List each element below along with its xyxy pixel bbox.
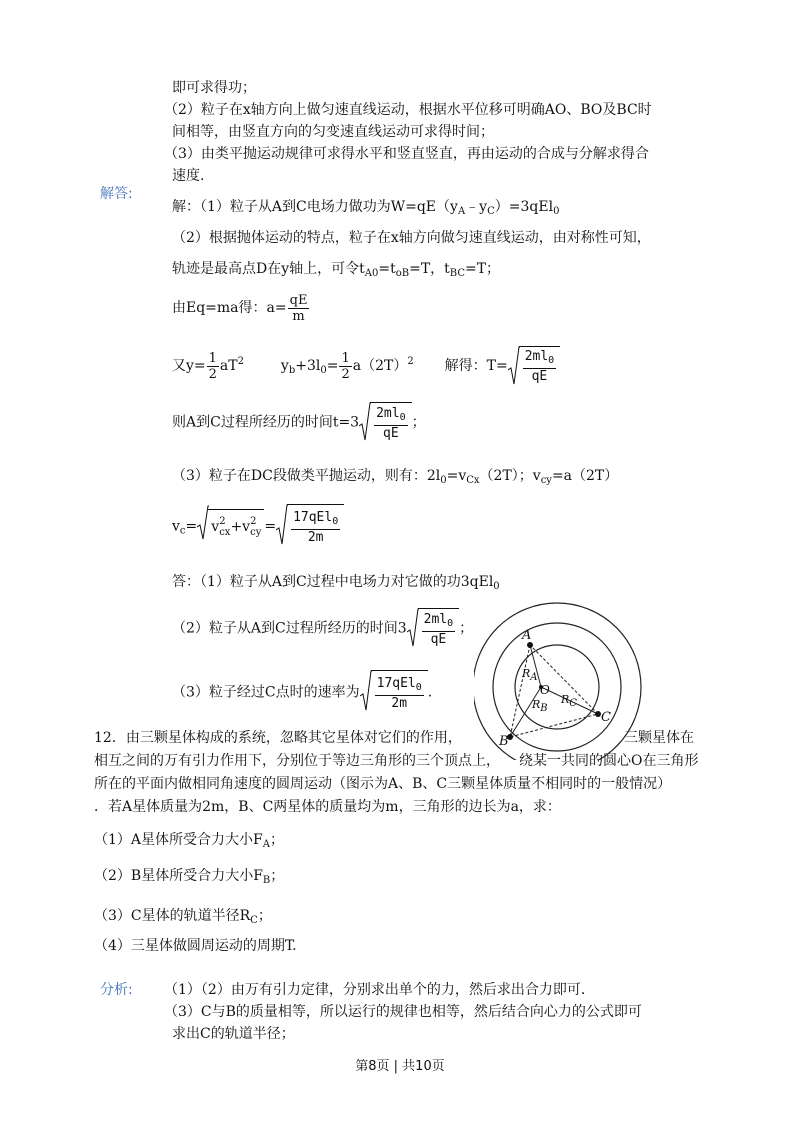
label-RC: [561, 690, 577, 714]
answer-conclusion-2-pre: （2）粒子从A到C过程所经历的时间3: [172, 620, 407, 637]
answer-conclusion-3: [172, 670, 432, 715]
sup-2: 2: [219, 515, 226, 527]
sub-C: C: [250, 915, 258, 926]
sub-cy: cy: [540, 475, 552, 486]
sub-A: A: [262, 839, 270, 850]
sub-0: 0: [447, 617, 454, 629]
answer-line-5-solve: 解得：T=: [444, 358, 508, 374]
answer-label: 解答:: [100, 186, 133, 202]
analysis-prev-line-2: （2）粒子在x轴方向上做匀速直线运动，根据水平位移可明确AO、BO及BC时: [164, 102, 652, 118]
sqrt-plus: +: [230, 518, 243, 535]
sqrt-fraction: [291, 510, 340, 545]
question-3-post: ；: [257, 908, 272, 924]
fraction-one-half: [207, 351, 219, 382]
question-1-post: ；: [269, 832, 284, 848]
fraction-denominator: 2: [208, 366, 217, 382]
sqrt-fraction: [375, 676, 424, 711]
answer-line-3-pre: 轨迹是最高点D在y轴上，可令t: [172, 261, 365, 277]
label-R: R: [532, 698, 541, 711]
answer-line-1-post: ）=3qEl: [494, 199, 554, 215]
answer-conclusion-3-post: .: [427, 684, 433, 701]
question-1-text: （1）A星体所受合力大小F: [94, 832, 263, 848]
problem-line-2b: 绕某一共同的圆心O在三角形: [519, 753, 699, 769]
answer-line-7-pre: （3）粒子在DC段做类平抛运动，则有：2l: [172, 468, 441, 484]
sub-A: A: [457, 206, 466, 217]
sqrt-denominator: qE: [531, 369, 548, 384]
sup-2: 2: [237, 356, 244, 367]
fraction-denominator: m: [292, 308, 305, 324]
answer-line-5-pre: 又y=: [172, 358, 206, 374]
answer-line-4-pre: 由Eq=ma得：a=: [172, 300, 287, 316]
sqrt-denominator: 2m: [307, 529, 324, 545]
sqrt-fraction: [374, 406, 408, 441]
sqrt-2ml0-over-qE: [359, 402, 412, 443]
label-R: R: [522, 667, 531, 680]
answer-line-4: [172, 292, 310, 324]
label-RB: [532, 695, 548, 719]
sub-BC: BC: [449, 268, 465, 279]
sub-cx: cx: [219, 526, 231, 538]
sub-0: 0: [399, 411, 406, 423]
radical-sign-icon: [508, 346, 520, 386]
answer-line-1-mid: ﹣y: [465, 199, 488, 215]
radical-sign-icon: [359, 402, 371, 442]
radical-sign-icon: [360, 670, 372, 712]
sqrt-denominator: qE: [383, 425, 399, 441]
answer-line-6: [172, 402, 426, 443]
sqrt-numerator: 17qEl: [376, 675, 416, 691]
fraction-numerator: 1: [341, 350, 350, 366]
sub-C: C: [569, 698, 577, 709]
answer-line-2: （2）根据抛体运动的特点，粒子在x轴方向做匀速直线运动，由对称性可知，: [172, 230, 651, 246]
label-B: B: [499, 734, 509, 749]
answer-conclusion-2-post: ；: [459, 620, 474, 637]
sqrt-numerator: 2ml: [376, 405, 400, 421]
answer-line-6-pre: 则A到C过程所经历的时间t=3: [172, 414, 360, 431]
sqrt-vcx2-plus-vcy2: [197, 505, 264, 549]
answer-line-3-m3: =T；: [464, 261, 501, 277]
sqrt-numerator: 2ml: [423, 611, 448, 627]
problem-line-4: ．若A星体质量为2m，B、C两星体的质量均为m，三角形的边长为a，求：: [94, 799, 561, 815]
answer-line-8-v: v: [172, 518, 180, 535]
answer-line-3-m1: =t: [378, 261, 396, 277]
question-3-text: （3）C星体的轨道半径R: [94, 908, 251, 924]
question-1: [94, 830, 284, 855]
analysis-prev-line-4: （3）由类平抛运动规律可求得水平和竖直竖直，再由运动的合成与分解求得合: [164, 146, 649, 162]
problem-line-1b: 三颗星体在: [624, 730, 694, 746]
sub-B: B: [262, 875, 271, 886]
sqrt-denominator: qE: [430, 631, 447, 647]
problem-line-2a: 相互之间的万有引力作用下，分别位于等边三角形的三个顶点上，: [94, 753, 500, 769]
middle-orbit-circle: [493, 623, 621, 751]
problem-line-3: 所在的平面内做相同角速度的圆周运动（图示为A、B、C三颗星体质量不相同时的一般情况）: [94, 776, 672, 792]
question-3: [94, 906, 272, 931]
sqrt-2ml0-over-qE: [407, 608, 460, 649]
analysis-label: 分析:: [100, 982, 133, 998]
answer-line-7-m3: =a（2T）: [551, 468, 619, 484]
answer-line-8-eq: =: [185, 518, 198, 535]
label-RA: [522, 664, 538, 688]
analysis-line-3: 求出C的轨道半径；: [172, 1026, 295, 1042]
answer-line-5-eq: =: [326, 358, 339, 374]
label-C: C: [601, 710, 611, 725]
page-footer: 第8页 | 共10页: [355, 1059, 445, 1074]
analysis-prev-line-3: 间相等，由竖直方向的匀变速直线运动可求得时间；: [172, 124, 494, 140]
sub-c: c: [179, 525, 186, 537]
answer-conclusion-1: [172, 572, 500, 597]
sqrt-17qEl0-over-2m: [360, 670, 428, 715]
sub-0: 0: [440, 475, 447, 486]
sqrt-17qEl0-over-2m: [276, 504, 344, 549]
sqrt-2ml0-over-qE: [508, 346, 561, 387]
sqrt-fraction: [422, 612, 456, 647]
sub-A: A: [530, 672, 538, 683]
answer-line-6-post: ；: [411, 414, 426, 431]
fraction-numerator: qE: [289, 292, 308, 308]
answer-line-8-eq2: =: [264, 518, 277, 535]
question-2: [94, 866, 284, 891]
label-A: A: [522, 628, 532, 643]
radical-sign-icon: [197, 505, 209, 541]
sqrt-numerator: 2ml: [524, 349, 549, 364]
sub-Cx: Cx: [466, 475, 480, 486]
problem-line-1a: 12．由三颗星体构成的系统，忽略其它星体对它们的作用，: [94, 730, 462, 746]
radical-sign-icon: [407, 608, 419, 648]
answer-line-7-m2: （2T）；v: [479, 468, 541, 484]
question-4: （4）三星体做圆周运动的周期T.: [94, 938, 297, 954]
answer-conclusion-1-text: 答：（1）粒子从A到C过程中电场力对它做的功3qEl: [172, 574, 494, 590]
answer-line-8: [172, 504, 344, 554]
answer-line-1: [172, 197, 559, 222]
fraction-qE-over-m: [288, 293, 310, 324]
sub-C: C: [487, 206, 495, 217]
sqrt-numerator: 17qEl: [293, 509, 333, 525]
sub-oB: oB: [395, 268, 410, 279]
sub-cy: cy: [250, 526, 262, 538]
sub-0: 0: [415, 681, 422, 693]
sub-0: 0: [553, 206, 560, 217]
sub-B: B: [540, 703, 548, 714]
sqrt-v: v: [211, 518, 220, 535]
sup-2: 2: [407, 356, 414, 367]
sub-0: 0: [320, 365, 327, 376]
answer-line-5: [172, 342, 560, 391]
answer-line-7: [172, 466, 618, 491]
sqrt-denominator: 2m: [391, 695, 408, 711]
analysis-prev-line-5: 速度.: [172, 168, 205, 184]
sub-A0: A0: [364, 268, 379, 279]
sqrt-fraction: [523, 349, 557, 384]
fraction-denominator: 2: [341, 366, 350, 382]
answer-line-5-aT: aT: [219, 358, 238, 374]
label-O: O: [540, 683, 550, 697]
sqrt-v: v: [242, 518, 251, 535]
answer-line-5-a2T: a（2T）: [352, 358, 408, 374]
sub-b: b: [288, 365, 296, 376]
answer-line-3-m2: =T，t: [409, 261, 450, 277]
question-2-post: ；: [270, 868, 285, 884]
answer-conclusion-3-pre: （3）粒子经过C点时的速率为: [172, 684, 360, 701]
sub-0: 0: [548, 355, 555, 366]
answer-line-5-3l: +3l: [295, 358, 321, 374]
label-R: R: [561, 693, 570, 706]
fraction-one-half: [339, 351, 351, 382]
sub-0: 0: [332, 515, 339, 527]
fraction-numerator: 1: [208, 350, 217, 366]
sup-2: 2: [250, 515, 257, 527]
answer-line-1-pre: 解：（1）粒子从A到C电场力做功为W=qE（y: [172, 199, 458, 215]
question-2-text: （2）B星体所受合力大小F: [94, 868, 263, 884]
answer-conclusion-2: [172, 608, 473, 649]
triangle-ABC: [510, 645, 598, 737]
sub-0: 0: [493, 581, 500, 592]
analysis-line-1: （1）（2）由万有引力定律，分别求出单个的力，然后求出合力即可．: [164, 982, 595, 998]
radical-sign-icon: [276, 504, 288, 546]
analysis-line-2: （3）C与B的质量相等，所以运行的规律也相等，然后结合向心力的公式即可: [164, 1004, 642, 1020]
analysis-prev-line-1: 即可求得功；: [172, 80, 256, 96]
answer-line-5-yb: y: [280, 358, 289, 374]
answer-line-3: [172, 259, 500, 284]
answer-line-7-m1: =v: [446, 468, 467, 484]
